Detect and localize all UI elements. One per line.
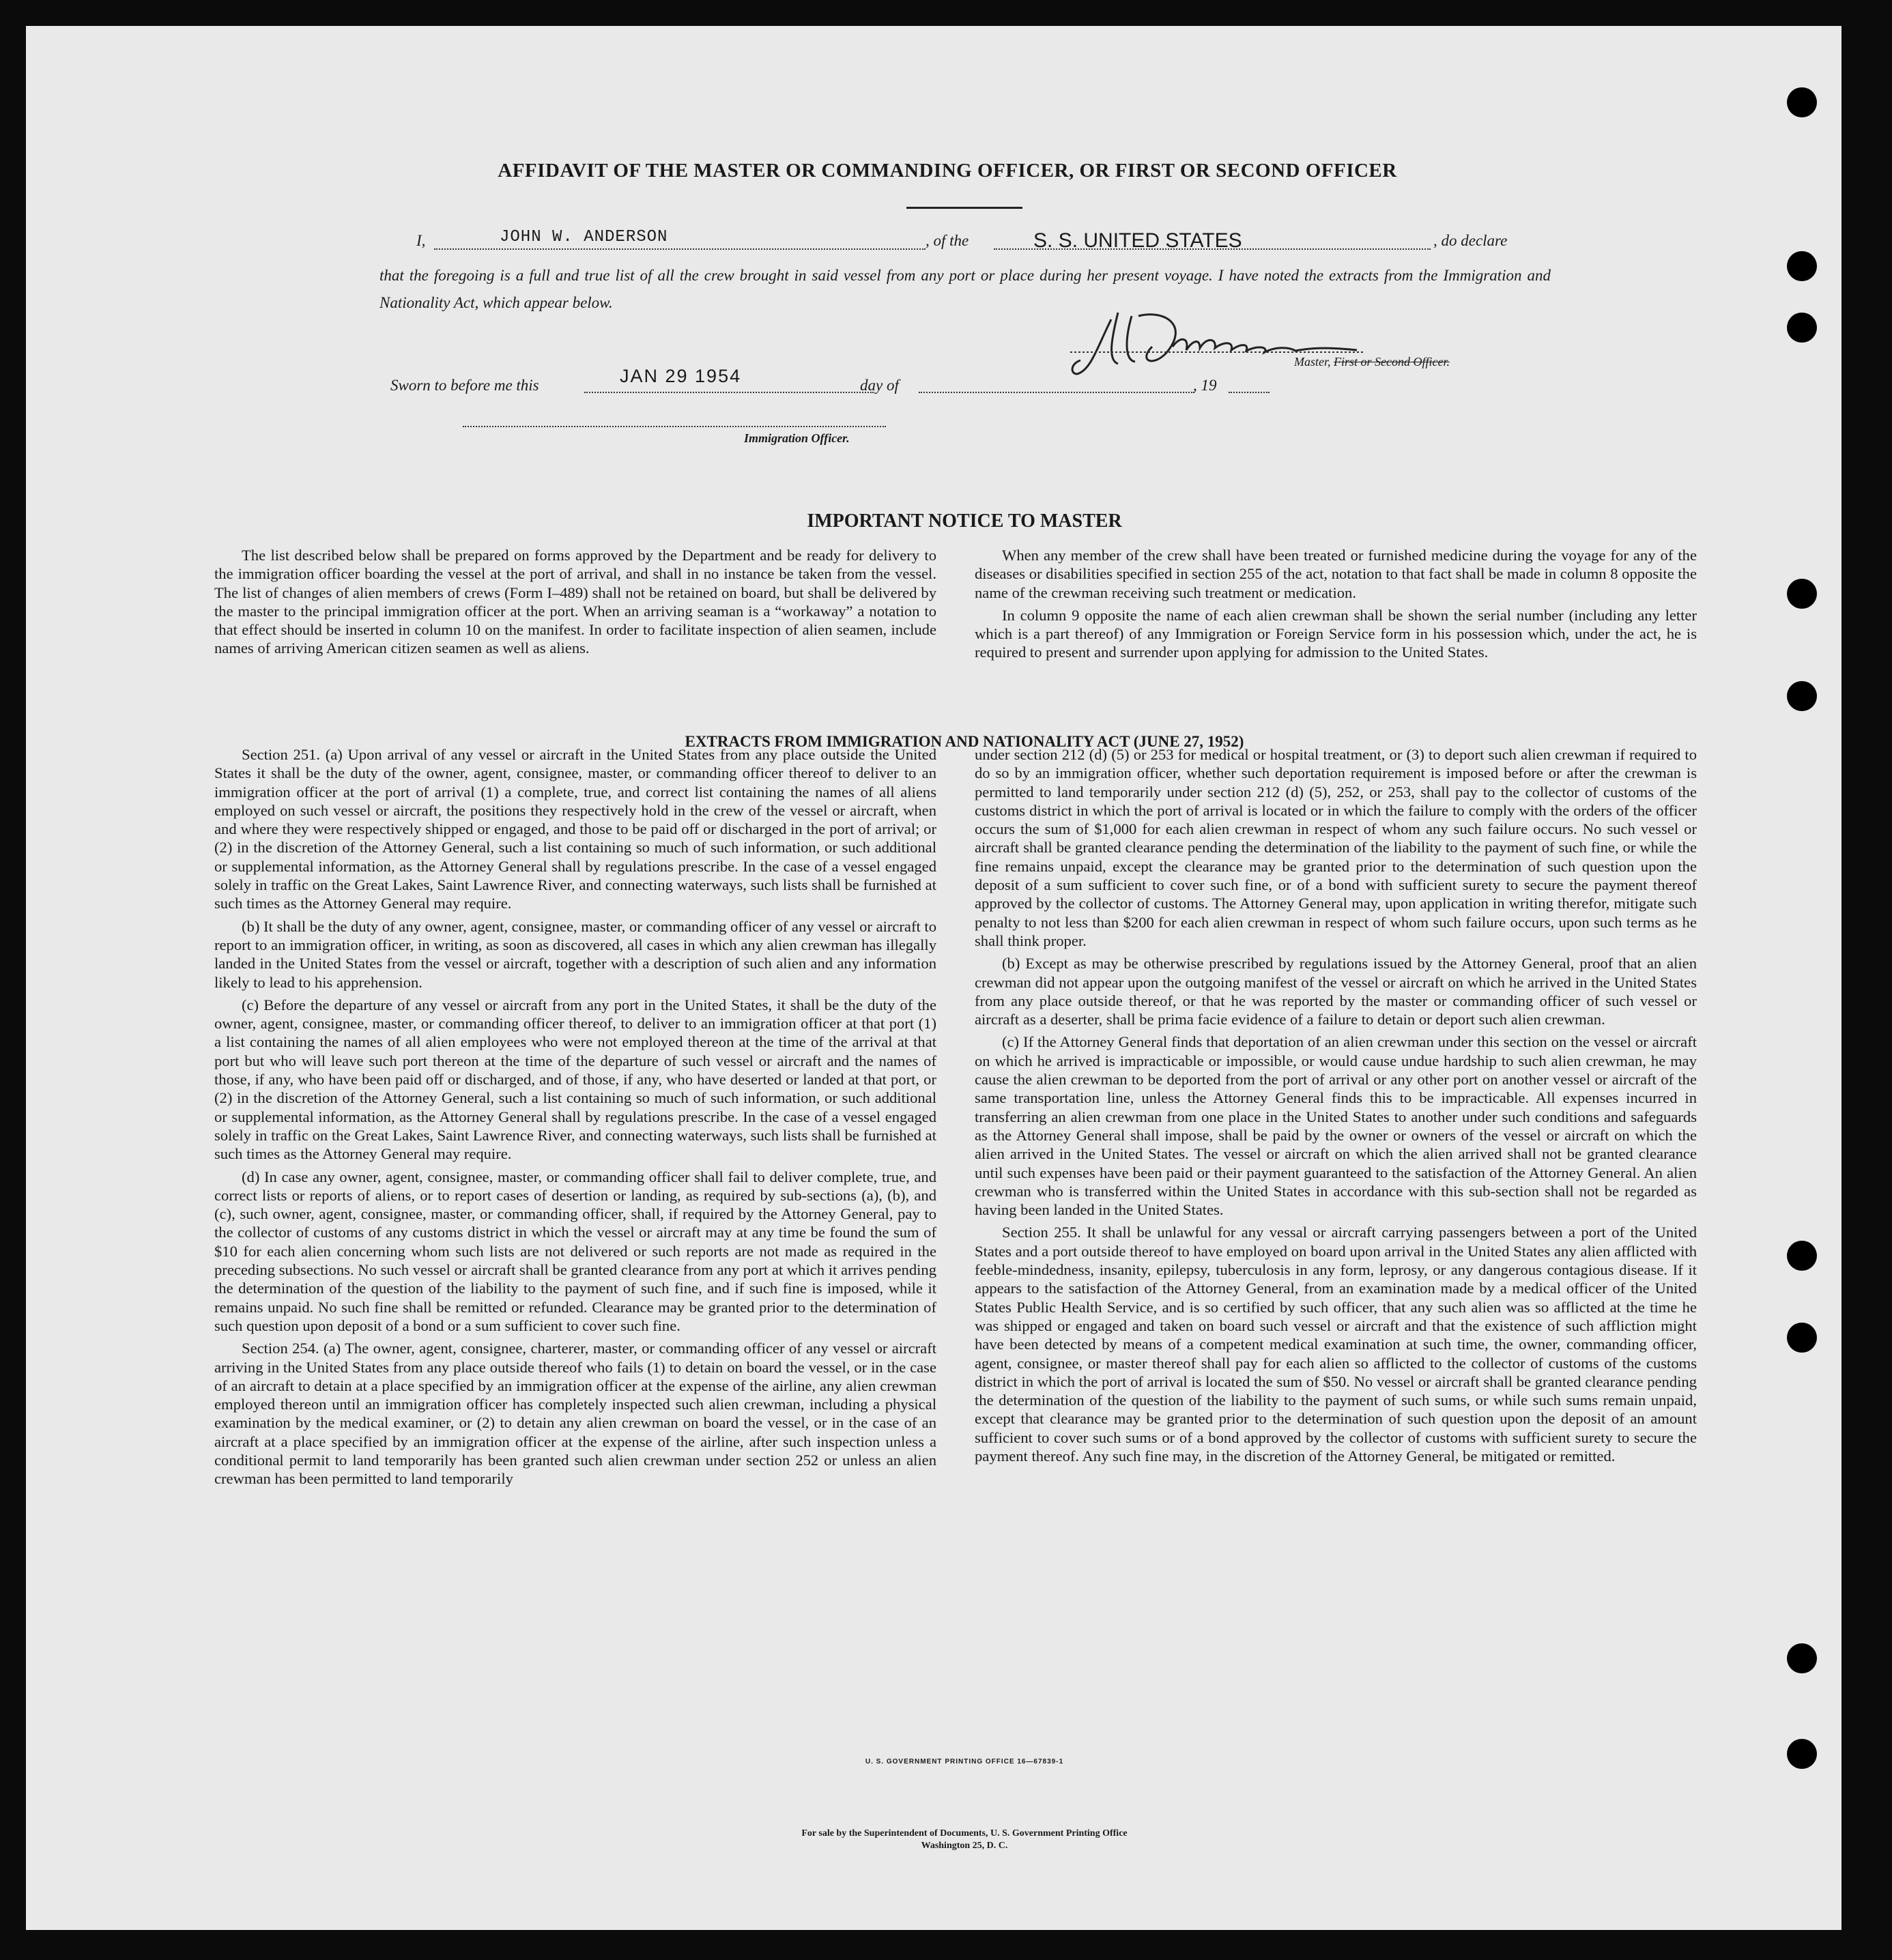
extract-right-paragraph: Section 255. It shall be unlawful for any vessal or aircraft carrying passengers between a port of the United States and a port outside thereof to have employed on board upon arrival in the United States any alien afflicted with feeble-mindedness, insanity, epilepsy, tuberculosis in any form, leprosy, or any dangerous contagious disease. If it appears to the satisfaction of the Attorney General, from an examination made by a medical officer of the United States Public Health Service, and is so certified by such officer, that any such alien was so afflicted at the time he was shipped or engaged and taken on board such vessel or aircraft and that the existence of such affliction might have been detected by means of a competent medical examination at such time, the owner, commanding officer, agent, consignee, or master thereof shall pay for each alien so afflicted to the collector of customs of the customs district in which the port of arrival is located the sum of $50. No vessel or aircraft shall be granted clearance pending the determination of the question of the liability to the payment of such sums, or while such sums remain unpaid, except that clearance may be granted prior to the determination of such question upon the deposit of an amount sufficient to cover such sums or of a bond approved by the collector of customs with sufficient surety to secure the payment thereof. Any such fine may, in the discretion of the Attorney General, be mitigated or remitted. [975,1224,1697,1465]
punch-hole [1787,681,1817,711]
notice-title: IMPORTANT NOTICE TO MASTER [807,510,1122,532]
declaration-prefix: I, [416,232,426,249]
sale-notice-city: Washington 25, D. C. [921,1841,1008,1851]
extract-left-paragraph: (b) It shall be the duty of any owner, agent, consignee, master, or commanding officer of any vessel or aircraft to report to an immigration officer, in writing, as soon as discovered, all cases in which any alien crewman has illegally landed in the United States from the vessel or aircraft, together with a description of such alien and any information likely to lead to his apprehension. [214,917,936,991]
master-signature [1070,306,1371,388]
extract-right-paragraph: (c) If the Attorney General finds that deportation of an alien crewman under this section on the vessel or aircraft on which he arrived is impracticable or impossible, or would cause undue hardship to such alien crewman, he may cause the alien crewman to be deported from the port of arrival or any other port on another vessel or aircraft of the same transportation line, unless the Attorney General finds this to be impracticable. All expenses incurred in transferring an alien crewman from one place in the United States to another under such conditions and safeguards as the Attorney General shall impose, shall be paid by the owner or owners of the vessel or aircraft on which the alien arrived in the United States. The vessel or aircraft on which the alien arrived shall not be granted clearance until such expenses have been paid or their payment guaranteed to the satisfaction of the Attorney General. An alien crewman who is transferred within the United States in accordance with this sub-section shall not be regarded as having been landed in the United States. [975,1033,1697,1219]
punch-hole [1787,1643,1817,1673]
extract-left-paragraph: Section 254. (a) The owner, agent, consignee, charterer, master, or commanding officer of any vessel or aircraft arriving in the United States from any place outside thereof who fails (1) to detain on board the vessel, or in the case of an aircraft to detain at a place specified by an immigration officer at the expense of the airline, any alien crewman employed thereon until an immigration officer has completely inspected such alien crewman, including a physical examination by the medical examiner, or (2) to detain any alien crewman on board the vessel, or in the case of an aircraft at a place specified by an immigration officer at the expense of the airline, after such inspection unless a conditional permit to land temporarily has been granted such alien crewman under section 252 or unless an alien crewman has been permitted to land temporarily [214,1340,936,1488]
extract-left-paragraph: (c) Before the departure of any vessel or aircraft from any port in the United States, it shall be the duty of the owner, agent, consignee, master, or commanding officer thereof, to deliver to an immigration officer at that port (1) a list containing the names of all alien employees who were not employed thereon at the time of the arrival at that port but who will leave such port thereon at the time of the departure of such vessel or aircraft and the names of those, if any, who have been paid off or discharged, and of those, if any, who have deserted or landed at that port, or (2) in the discretion of the Attorney General, such a list containing so much of such information, or such additional or supplemental information, as the Attorney General shall by regulations prescribe. In the case of a vessel engaged solely in traffic on the Great Lakes, Saint Lawrence River, and connecting waterways, such lists shall be furnished at such times as the Attorney General may require. [214,996,936,1163]
declaration-of-the: , of the [926,232,969,249]
sworn-month-line [919,392,1194,393]
sworn-date-line [584,392,874,393]
sale-notice [26,1828,1892,1852]
document-page [26,26,1841,1930]
role-master: Master, [1294,355,1331,369]
printing-office-line: U. S. GOVERNMENT PRINTING OFFICE 16—67839-1 [865,1758,1064,1766]
punch-hole [1787,1739,1817,1769]
officer-signature-line [463,426,886,427]
punch-hole [1787,1241,1817,1271]
vessel-name: S. S. UNITED STATES [1033,229,1242,252]
punch-hole [1787,313,1817,343]
title-underline [906,207,1022,209]
sworn-date-stamp: JAN 29 1954 [620,366,742,386]
declaration-suffix: , do declare [1433,232,1508,249]
name-blank-line [434,248,926,250]
sworn-year-line [1229,392,1270,393]
extracts-title: EXTRACTS FROM IMMIGRATION AND NATIONALITY ACT (JUNE 27, 1952) [685,733,1244,750]
sworn-text: Sworn to before me this [390,377,539,394]
punch-hole [1787,579,1817,609]
extracts-left-column [214,745,936,1493]
sworn-year: , 19 [1193,377,1217,394]
extract-left-paragraph: (d) In case any owner, agent, consignee, master, or commanding officer shall fail to deliver complete, true, and correct lists or reports of aliens, or to report cases of desertion or landing, as required by sub-sections (a), (b), and (c), such owner, agent, consignee, master, or commanding officer, shall, if required by the Attorney General, pay to the collector of customs of any customs district in which the vessel or aircraft may at any time be found the sum of $10 for each alien concerning whom such lists are not delivered or such reports are not made as required in the preceding subsections. No such vessel or aircraft shall be granted clearance from any port at which it arrives pending the determination of the question of the liability to the payment of such fine, and if such fine is imposed, while it remains unpaid. No such fine shall be remitted or refunded. Clearance may be granted prior to the determination of such question upon deposit of a bond or a sum sufficient to cover such fine. [214,1168,936,1334]
sworn-day-of: day of [860,377,899,394]
declaration-text: that the foregoing is a full and true list of all the crew brought in said vessel from any port or place during her present voyage. I have noted the extracts from the Immigration and Nationality Act, which appear below. [379,267,1551,311]
signature-role [1294,355,1450,369]
notice-right-paragraph-2: In column 9 opposite the name of each alien crewman shall be shown the serial number (including any letter which is a part thereof) of any Immigration or Foreign Service form in his possession which, under the act, he is required to present and surrender upon applying for admission to the United States. [975,606,1697,661]
punch-hole [1787,251,1817,281]
notice-right-column [975,546,1697,666]
extract-right-paragraph: under section 212 (d) (5) or 253 for medical or hospital treatment, or (3) to deport such alien crewman if required to do so by an immigration officer, whether such deportation requirement is imposed before or after the crewman is permitted to land temporarily under section 212 (d) (5), 252, or 253, shall pay to the collector of customs of the customs district in which the port of arrival is located or in which the failure to comply with the orders of the officer occurs the sum of $1,000 for each alien crewman in respect of whom any such failure occurs. No such vessel or aircraft shall be granted clearance pending the determination of the liability to the payment of such fine, or while the fine remains unpaid, except the clearance may be granted prior to the determination of such question upon the deposit of a sum sufficient to cover such fine, or of a bond with sufficient surety to secure the payment thereof approved by the collector of customs. The Attorney General may, upon application in writing therefor, mitigate such penalty to not less than $200 for each alien crewman in respect of whom such failure occurs, upon such terms as he shall think proper. [975,746,1697,949]
affidavit-title: AFFIDAVIT OF THE MASTER OR COMMANDING OFFICER, OR FIRST OR SECOND OFFICER [498,160,1397,182]
extract-left-paragraph: Section 251. (a) Upon arrival of any vessel or aircraft in the United States from any place outside the United States it shall be the duty of the owner, agent, consignee, master, or commanding officer thereof to deliver to an immigration officer at the port of arrival (1) a complete, true, and correct list containing the names of all aliens employed on such vessel or aircraft, the positions they respectively hold in the crew of the vessel or aircraft, when and where they were respectively shipped or engaged, and those to be paid off or discharged in the port of arrival; or (2) in the discretion of the Attorney General, such a list containing so much of such information, or such additional or supplemental information, as the Attorney General shall by regulations prescribe. In the case of a vessel engaged solely in traffic on the Great Lakes, Saint Lawrence River, and connecting waterways, such lists shall be furnished at such times as the Attorney General may require. [214,746,936,912]
notice-left-paragraph: The list described below shall be prepared on forms approved by the Department and be ready for delivery to the immigration officer boarding the vessel at the port of arrival, and shall in no instance be taken from the vessel. The list of changes of alien members of crews (Form I–489) shall not be retained on board, but shall be delivered by the master to the principal immigration officer at the port. When an arriving seaman is a “workaway” a notation to that effect should be inserted in column 10 on the manifest. In order to facilitate inspection of alien seamen, include names of arriving American citizen seamen as well as aliens. [214,547,936,657]
punch-hole [1787,87,1817,117]
master-name: JOHN W. ANDERSON [500,228,668,246]
notice-right-paragraph-1: When any member of the crew shall have been treated or furnished medicine during the voyage for any of the diseases or disabilities specified in section 255 of the act, notation to that fact shall be made in column 8 opposite the name of the crewman receiving such treatment or medication. [975,547,1697,601]
role-struck: First or Second Officer. [1334,355,1450,369]
officer-label: Immigration Officer. [744,431,850,445]
extracts-right-column [975,745,1697,1469]
punch-hole [1787,1323,1817,1353]
extract-right-paragraph: (b) Except as may be otherwise prescribed by regulations issued by the Attorney General, proof that an alien crewman did not appear upon the outgoing manifest of the vessel or aircraft on which he arrived in the United States from any place outside thereof, or that he was reported by the master or commanding officer of such vessel or aircraft as a deserter, shall be prima facie evidence of a failure to detain or deport such alien crewman. [975,955,1697,1028]
sale-notice-line: For sale by the Superintendent of Documents, U. S. Government Printing Office [801,1828,1128,1839]
notice-left-column [214,546,936,662]
